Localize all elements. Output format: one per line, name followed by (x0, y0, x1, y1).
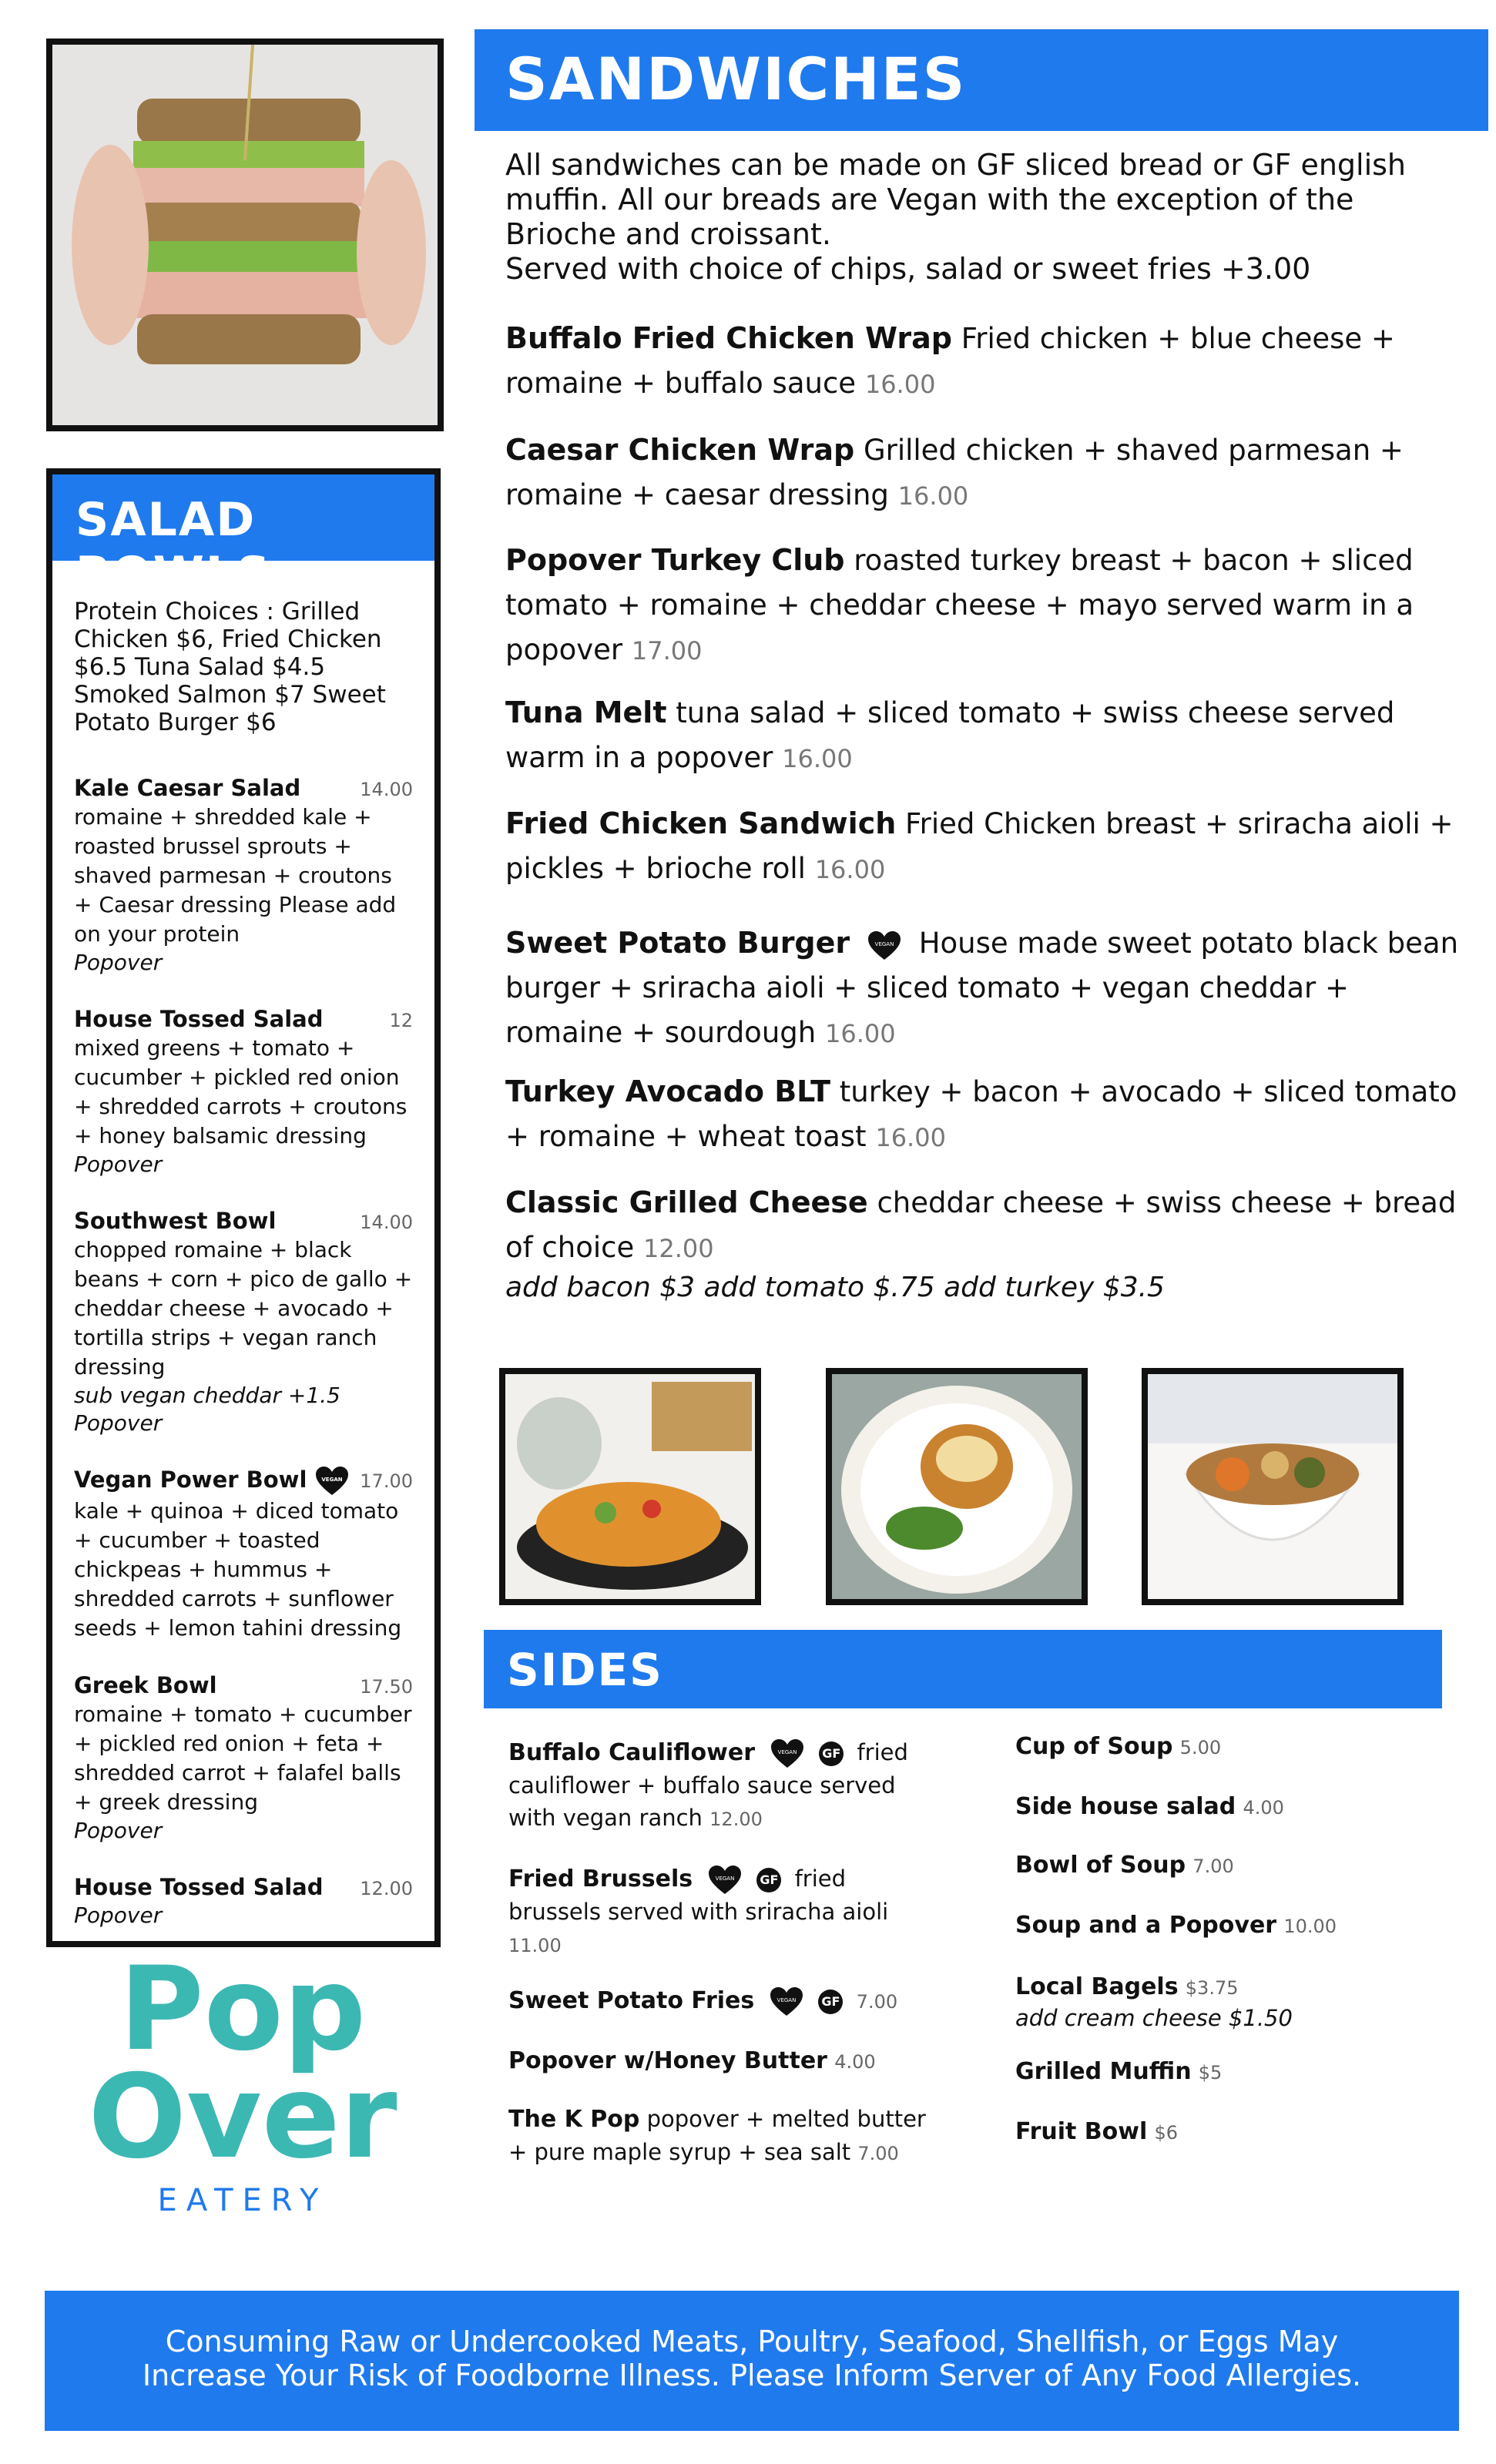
side-item (1015, 1909, 1416, 1943)
sandwich-item (505, 316, 1468, 407)
logo-pop: Pop (119, 1943, 367, 2077)
side-name: The K Pop (508, 2106, 640, 2133)
salad-note: Popover (74, 1818, 163, 1843)
side-item (1015, 2115, 1416, 2149)
side-price: 7.00 (1192, 1856, 1234, 1877)
salad-item (74, 1465, 413, 1643)
salad-name: Kale Caesar Salad (74, 775, 301, 801)
vegan-heart-icon (867, 930, 902, 960)
side-price: 4.00 (1243, 1797, 1284, 1819)
food-photo-3 (1142, 1368, 1404, 1605)
salad-item (74, 1872, 413, 1929)
side-desc: popover + melted butter + pure maple syrup + sea salt (508, 2106, 926, 2165)
salad-desc: romaine + tomato + cucumber + pickled red onion + feta + shredded carrot + falafel balls + greek dressing (74, 1701, 412, 1815)
salad-item (74, 773, 413, 977)
sandwich-desc: Grilled chicken + shaved parmesan + romaine + caesar dressing (505, 434, 1404, 511)
salad-note: Popover (74, 1152, 163, 1177)
sandwiches-intro-sides: Served with choice of chips, salad or sweet fries +3.00 (505, 252, 1311, 286)
sandwich-item (505, 920, 1468, 1056)
side-name: Grilled Muffin (1015, 2058, 1192, 2085)
sandwich-name: Buffalo Fried Chicken Wrap (505, 321, 952, 355)
side-item (1015, 1849, 1416, 1882)
side-name: Side house salad (1015, 1793, 1236, 1820)
salad-note: Popover (74, 950, 163, 975)
allergy-disclaimer (45, 2291, 1459, 2431)
sandwich-item (505, 538, 1468, 673)
sandwich-price: 16.00 (864, 370, 936, 399)
loaded-fries-image (505, 1374, 755, 1599)
sandwiches-intro (505, 148, 1468, 287)
salad-item (74, 1206, 413, 1437)
side-item (508, 2103, 940, 2170)
side-name: Sweet Potato Fries (508, 1987, 755, 2014)
popover-plate-image (832, 1374, 1082, 1599)
side-price: 12.00 (709, 1809, 763, 1830)
sandwich-name: Caesar Chicken Wrap (505, 433, 855, 467)
sandwich-item (505, 1069, 1468, 1160)
side-item (508, 1984, 940, 2018)
disclaimer-line-2: Increase Your Risk of Foodborne Illness. Please Inform Server of Any Food Allergies. (142, 2358, 1362, 2392)
food-photo-2 (826, 1368, 1088, 1605)
side-item (508, 1736, 940, 1835)
salad-price: 12 (389, 1010, 413, 1031)
sandwich-addons: add bacon $3 add tomato $.75 add turkey $3.5 (505, 1272, 1165, 1303)
salad-bowls-banner: SALAD BOWLS (52, 474, 434, 561)
salad-desc: kale + quinoa + diced tomato + cucumber + toasted chickpeas + hummus + shredded carrots + sunflower seeds + lemon tahini dressing (74, 1498, 402, 1641)
side-name: Popover w/Honey Butter (508, 2047, 827, 2074)
salad-desc: chopped romaine + black beans + corn + pico de gallo + cheddar cheese + avocado + tortilla strips + vegan ranch dressing (74, 1237, 413, 1380)
side-price: $3.75 (1185, 1977, 1239, 1999)
sandwich-item (505, 427, 1468, 518)
vegan-label: VEGAN (874, 940, 894, 947)
salad-name (74, 1465, 357, 1497)
side-desc: fried cauliflower + buffalo sauce served with vegan ranch (508, 1739, 908, 1831)
sandwich-item (505, 801, 1468, 892)
salad-price: 17.50 (360, 1676, 413, 1698)
side-item (508, 2044, 940, 2078)
side-item (1015, 1790, 1416, 1824)
sandwich-desc: House made sweet potato black bean burger + sriracha aioli + sliced tomato + vegan cheddar + romaine + sourdough (505, 927, 1459, 1049)
disclaimer-line-1: Consuming Raw or Undercooked Meats, Poultry, Seafood, Shellfish, or Eggs May (165, 2325, 1339, 2358)
vegan-label: VEGAN (777, 1997, 797, 2003)
sandwich-price: 16.00 (897, 481, 969, 511)
grain-bowl-image (1148, 1374, 1397, 1599)
salad-bowls-panel (46, 468, 441, 1947)
sandwich-price: 16.00 (814, 855, 886, 884)
sandwich-name: Tuna Melt (505, 696, 667, 729)
sandwich-price: 17.00 (631, 636, 703, 665)
vegan-heart-icon (769, 1986, 804, 2017)
food-photo-1 (499, 1368, 761, 1605)
salad-desc: mixed greens + tomato + cucumber + pickled red onion + shredded carrots + croutons + honey balsamic dressing (74, 1035, 408, 1148)
sandwich-item (505, 1180, 1468, 1305)
salad-note: sub vegan cheddar +1.5 (74, 1383, 340, 1408)
sandwich-desc: roasted turkey breast + bacon + sliced tomato + romaine + cheddar cheese + mayo served warm in a popover (505, 544, 1414, 666)
salad-desc: romaine + shredded kale + roasted brussel sprouts + shaved parmesan + croutons + Caesar dressing Please add on your protein (74, 804, 397, 947)
side-price: 10.00 (1283, 1916, 1337, 1937)
sandwich-desc: tuna salad + sliced tomato + swiss cheese served warm in a popover (505, 696, 1395, 774)
salad-price: 14.00 (360, 1212, 413, 1233)
side-name: Fruit Bowl (1015, 2118, 1148, 2145)
salad-name: Southwest Bowl (74, 1208, 277, 1234)
vegan-label: VEGAN (321, 1477, 344, 1483)
side-name: Cup of Soup (1015, 1733, 1173, 1760)
salad-name: House Tossed Salad (74, 1006, 324, 1032)
salad-name: Greek Bowl (74, 1672, 217, 1698)
side-name: Buffalo Cauliflower (508, 1739, 755, 1766)
side-price: 7.00 (857, 2143, 899, 2164)
sandwich-price: 16.00 (824, 1019, 896, 1048)
gluten-free-icon: GF (756, 1868, 781, 1892)
side-price: 7.00 (856, 1991, 898, 2013)
side-item (508, 1862, 940, 1962)
side-price: 4.00 (834, 2051, 876, 2073)
salad-note: Popover (74, 1410, 163, 1436)
sandwiches-intro-bread: All sandwiches can be made on GF sliced bread or GF english muffin. All our breads are Vegan with the exception of the Brioche and croissant. (505, 148, 1407, 251)
side-desc: fried brussels served with sriracha aioli (508, 1866, 889, 1925)
side-name: Soup and a Popover (1015, 1912, 1277, 1939)
side-item (1015, 1730, 1416, 1764)
sandwich-photo (46, 39, 444, 431)
salad-price: 14.00 (360, 779, 413, 800)
logo-over: Over (88, 2050, 397, 2184)
side-note: add cream cheese $1.50 (1015, 2005, 1293, 2031)
salad-name: House Tossed Salad (74, 1874, 324, 1900)
side-name: Local Bagels (1015, 1973, 1179, 2000)
sides-banner: SIDES (484, 1630, 1442, 1708)
salad-price: 12.00 (360, 1878, 413, 1899)
side-price: $6 (1154, 2122, 1179, 2144)
sandwich-desc: turkey + bacon + avocado + sliced tomato + romaine + wheat toast (505, 1075, 1457, 1153)
vegan-label: VEGAN (777, 1749, 797, 1755)
salad-name-text: Vegan Power Bowl (74, 1467, 307, 1493)
sandwich-image (52, 45, 438, 425)
side-price: 11.00 (508, 1935, 562, 1956)
popover-eatery-logo (88, 1941, 397, 2234)
side-price: $5 (1198, 2062, 1223, 2084)
sandwich-desc: cheddar cheese + swiss cheese + bread of choice (505, 1186, 1457, 1264)
salad-item (74, 1671, 413, 1845)
sandwich-item (505, 690, 1468, 781)
gluten-free-icon: GF (819, 1742, 844, 1766)
salad-list (74, 598, 413, 1957)
vegan-heart-icon (770, 1738, 805, 1769)
protein-choices: Protein Choices : Grilled Chicken $6, Fried Chicken $6.5 Tuna Salad $4.5 Smoked Salmon $7 Sweet Potato Burger $6 (74, 598, 386, 736)
salad-note: Popover (74, 1902, 163, 1928)
sandwich-price: 12.00 (643, 1234, 714, 1263)
sandwich-price: 16.00 (782, 744, 853, 773)
sandwich-desc: Fried Chicken breast + sriracha aioli + pickles + brioche roll (505, 807, 1454, 885)
sandwich-desc: Fried chicken + blue cheese + romaine + buffalo sauce (505, 322, 1395, 400)
sandwich-name: Sweet Potato Burger (505, 926, 850, 960)
sandwich-name: Turkey Avocado BLT (505, 1074, 831, 1108)
side-name: Fried Brussels (508, 1866, 693, 1892)
logo-eatery: EATERY (157, 2183, 328, 2218)
salad-price: 17.00 (360, 1470, 413, 1492)
side-item (1015, 1970, 1416, 2032)
sandwiches-banner: SANDWICHES (475, 29, 1488, 131)
vegan-heart-icon (314, 1466, 350, 1497)
sandwich-price: 16.00 (875, 1123, 946, 1152)
sandwich-name: Classic Grilled Cheese (505, 1185, 868, 1219)
salad-item (74, 1004, 413, 1178)
side-price: 5.00 (1179, 1737, 1222, 1758)
side-name: Bowl of Soup (1015, 1852, 1186, 1879)
gluten-free-icon: GF (818, 1990, 843, 2014)
vegan-label: VEGAN (716, 1876, 735, 1882)
sandwich-name: Fried Chicken Sandwich (505, 806, 897, 840)
sandwich-name: Popover Turkey Club (505, 543, 845, 577)
side-item (1015, 2055, 1416, 2089)
vegan-heart-icon (707, 1865, 743, 1896)
